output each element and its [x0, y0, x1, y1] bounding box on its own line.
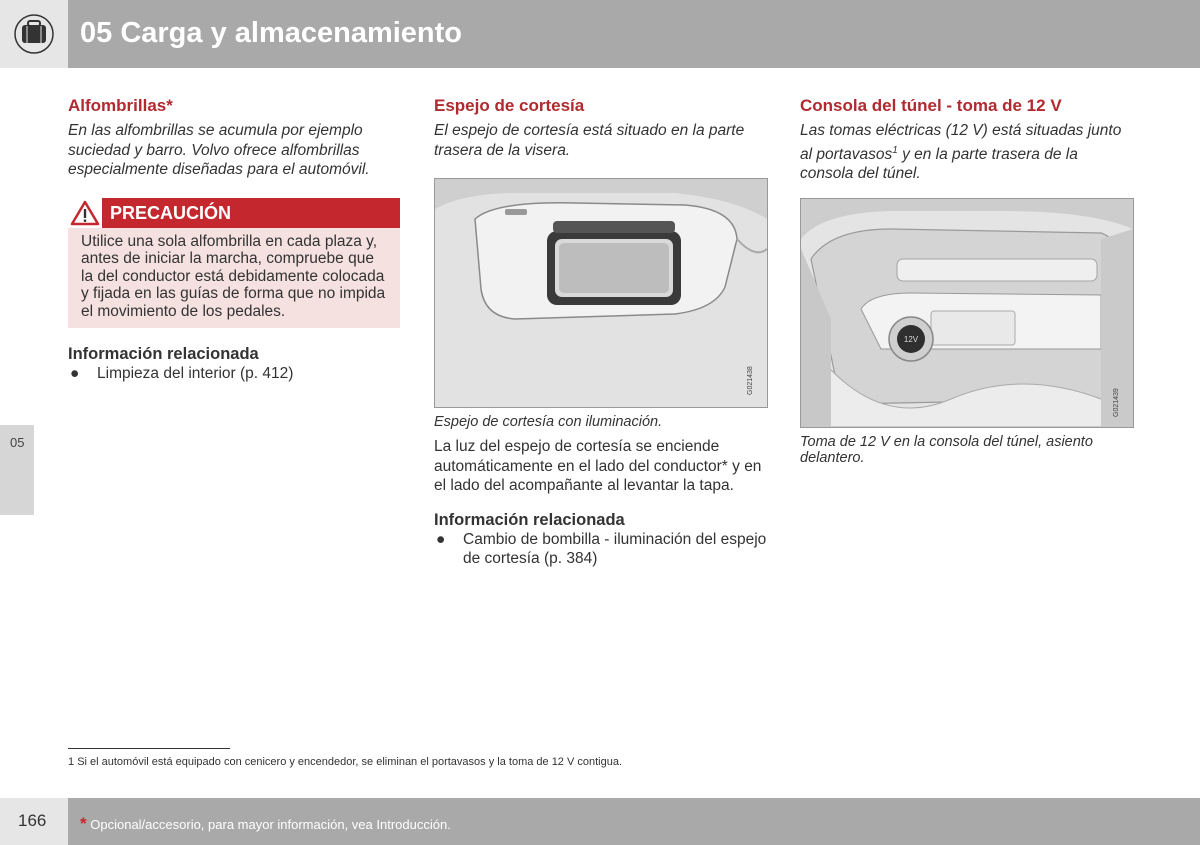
warning-triangle-icon [68, 198, 102, 228]
bullet-icon: ● [70, 365, 80, 382]
bullet-icon: ● [436, 530, 446, 548]
warning-header [68, 198, 400, 228]
column-mats [68, 95, 403, 384]
footnote-divider [68, 748, 230, 749]
figure-code: G021439 [1113, 387, 1120, 417]
optional-star-icon: * [80, 814, 87, 833]
footnote-text: Si el automóvil está equipado con cenicero y encendedor, se eliminan el portavasos y la toma de 12 V contigua. [77, 756, 623, 768]
related-heading: Información relacionada [68, 345, 259, 363]
page-number-box [0, 798, 68, 845]
chapter-tab[interactable] [0, 425, 34, 515]
vanity-mirror-illustration [435, 179, 767, 407]
section-heading-mats: Alfombrillas* [68, 96, 173, 115]
figure-12v-socket [800, 198, 1134, 428]
related-link-text: Limpieza del interior (p. 412) [97, 365, 294, 382]
header-icon-box [0, 0, 68, 68]
figure-caption: Espejo de cortesía con iluminación. [434, 414, 663, 430]
page-title: 05 Carga y almacenamiento [80, 17, 463, 49]
related-info-mirror [434, 510, 769, 569]
figure-vanity-mirror [434, 178, 768, 408]
page-header [0, 0, 1200, 68]
related-link-text: Cambio de bombilla - iluminación del espejo de cortesía (p. 384) [463, 530, 767, 567]
socket-label: 12V [903, 334, 919, 344]
luggage-icon [0, 0, 68, 68]
column-mirror [434, 95, 769, 569]
figure-caption: Toma de 12 V en la consola del túnel, asiento delantero. [800, 433, 1093, 466]
footnote [68, 756, 622, 768]
page-number: 166 [18, 811, 47, 830]
figure-code: G021438 [747, 366, 754, 395]
socket-illustration [801, 199, 1133, 427]
mirror-body: La luz del espejo de cortesía se enciende automáticamente en el lado del conductor* y en el lado del acompañante al levantar la tapa. [434, 438, 762, 494]
related-heading: Información relacionada [434, 510, 625, 529]
related-info-mats [68, 344, 403, 384]
related-link[interactable] [434, 530, 769, 569]
related-link[interactable] [68, 364, 403, 384]
mats-intro: En las alfombrillas se acumula por ejemplo suciedad y barro. Volvo ofrece alfombrillas especialmente diseñadas para el automóvil. [68, 122, 370, 178]
socket-intro-a: Las tomas eléctricas (12 V) está situadas junto al portavasos [800, 122, 1122, 163]
socket-intro [800, 121, 1135, 184]
warning-title: PRECAUCIÓN [110, 202, 232, 223]
chapter-tab-label: 05 [10, 435, 25, 450]
section-heading-socket: Consola del túnel - toma de 12 V [800, 96, 1062, 115]
footer-note [80, 814, 451, 834]
warning-text: Utilice una sola alfombrilla en cada plaza y, antes de iniciar la marcha, compruebe que la del conductor está debidamente colocada y fijada en las guías de forma que no impida el movimiento de los pedales. [68, 228, 400, 329]
footnote-marker: 1 [68, 756, 75, 768]
section-heading-mirror: Espejo de cortesía [434, 96, 585, 115]
warning-box [68, 198, 400, 329]
column-socket [800, 95, 1135, 466]
page-footer [0, 798, 1200, 845]
footnote-ref[interactable]: 1 [892, 144, 898, 156]
socket-intro-b: y en la parte trasera de la consola del túnel. [800, 145, 1078, 183]
footer-note-text: Opcional/accesorio, para mayor información, vea Introducción. [90, 817, 451, 832]
mirror-intro: El espejo de cortesía está situado en la parte trasera de la visera. [434, 122, 745, 159]
